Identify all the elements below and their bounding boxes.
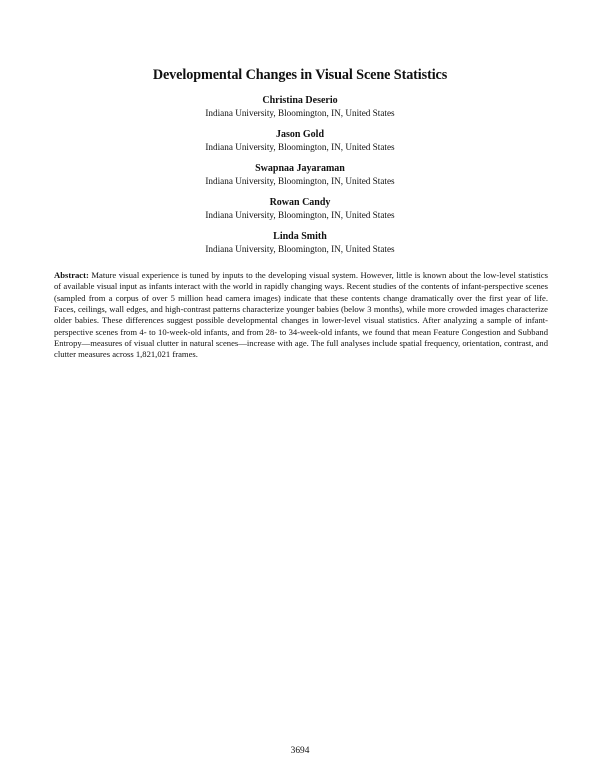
paper-title: Developmental Changes in Visual Scene Statistics	[152, 67, 448, 83]
author-affiliation: Indiana University, Bloomington, IN, United States	[205, 142, 395, 152]
page-number: 3694	[290, 746, 310, 756]
abstract-text: Mature visual experience is tuned by inputs to the developing visual system. However, little is known about the low-level statistics of available visual input as infants interact with the world in rapidly changing ways. Recent studies of the contents of infant-perspective scenes (sampled from a corpus of over 5 million head camera images) indicate that these contents change dramatically over the first year of life. Faces, ceilings, wall edges, and high-contrast patterns characterize younger babies (below 3 months), while more crowded images characterize older babies. These differences suggest possible developmental changes in lower-level visual statistics. After analyzing a sample of infant-perspective scenes from 4- to 10-week-old infants, and from 28- to 34-week-old infants, we found that mean Feature Congestion and Subband Entropy—measures of visual clutter in natural scenes—increase with age. The full analyses include spatial frequency, orientation, contrast, and clutter measures across 1,821,021 frames.	[54, 270, 548, 360]
author-block	[0, 229, 600, 263]
author-affiliation: Indiana University, Bloomington, IN, United States	[205, 210, 395, 220]
author-list	[0, 93, 600, 263]
author-block	[0, 93, 600, 127]
abstract-paragraph	[54, 270, 548, 361]
author-name: Rowan Candy	[269, 197, 331, 208]
author-affiliation: Indiana University, Bloomington, IN, United States	[205, 108, 395, 118]
author-block	[0, 161, 600, 195]
author-block	[0, 195, 600, 229]
author-affiliation: Indiana University, Bloomington, IN, United States	[205, 176, 395, 186]
author-name: Christina Deserio	[262, 95, 338, 106]
author-name: Swapnaa Jayaraman	[255, 163, 345, 174]
author-block	[0, 127, 600, 161]
author-affiliation: Indiana University, Bloomington, IN, United States	[205, 244, 395, 254]
abstract-label: Abstract:	[54, 270, 89, 280]
author-name: Jason Gold	[275, 129, 325, 140]
author-name: Linda Smith	[273, 231, 327, 242]
